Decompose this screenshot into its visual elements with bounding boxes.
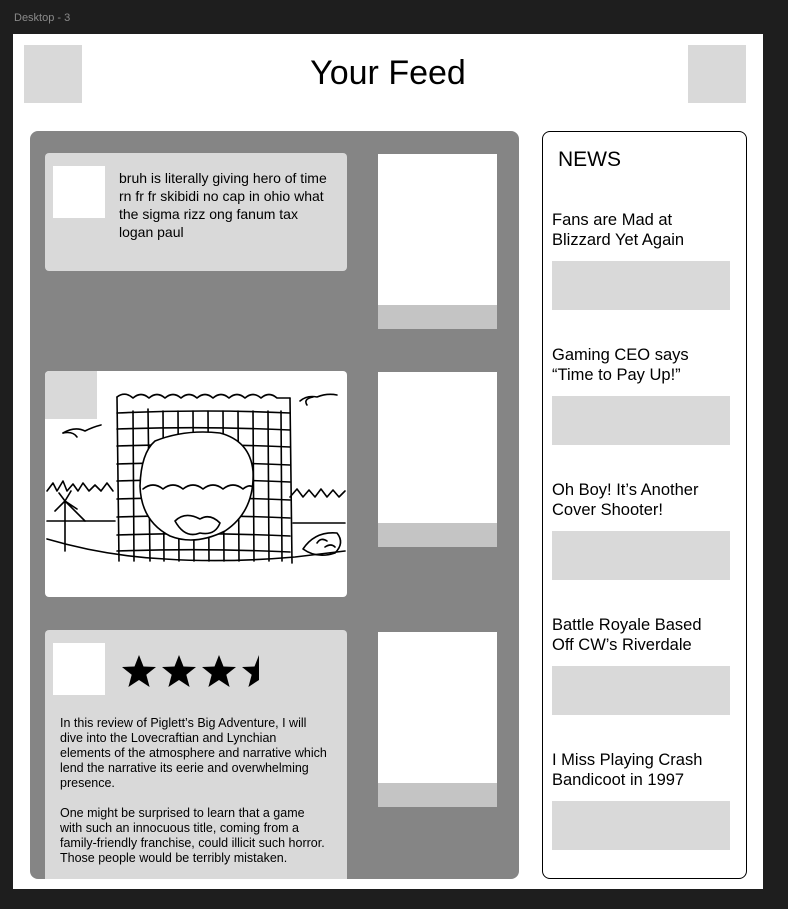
news-item[interactable] <box>552 210 732 310</box>
star-icon <box>162 655 196 687</box>
news-item[interactable] <box>552 750 732 850</box>
avatar[interactable] <box>53 166 105 218</box>
news-headline[interactable]: I Miss Playing Crash Bandicoot in 1997 <box>552 751 703 789</box>
news-thumbnail[interactable] <box>552 666 730 715</box>
news-headline[interactable]: Fans are Mad at Blizzard Yet Again <box>552 211 685 249</box>
star-rating <box>121 654 271 690</box>
avatar[interactable] <box>53 643 105 695</box>
news-thumbnail[interactable] <box>552 396 730 445</box>
news-headline[interactable]: Gaming CEO says “Time to Pay Up!” <box>552 346 689 384</box>
news-thumbnail[interactable] <box>552 531 730 580</box>
news-item[interactable] <box>552 615 732 715</box>
desktop-frame <box>13 34 763 889</box>
frame-label: Desktop - 3 <box>14 12 71 24</box>
post-side-panel[interactable] <box>378 154 497 329</box>
star-icon <box>202 655 236 687</box>
review-paragraph: In this review of Piglett’s Big Adventure, I will dive into the Lovecraftian and Lynchian elements of the atmosphere and narrative which lend the narrative its eerie and overwhelming presence. <box>60 716 327 790</box>
review-post-card[interactable] <box>45 630 347 879</box>
news-headline[interactable]: Battle Royale Based Off CW’s Riverdale <box>552 616 702 654</box>
post-side-panel[interactable] <box>378 632 497 807</box>
news-thumbnail[interactable] <box>552 261 730 310</box>
news-title: NEWS <box>558 148 621 171</box>
page-title: Your Feed <box>310 54 466 92</box>
news-item[interactable] <box>552 345 732 445</box>
side-panel-footer <box>378 305 497 329</box>
profile-button-placeholder[interactable] <box>688 45 746 103</box>
post-text: bruh is literally giving hero of time rn fr fr skibidi no cap in ohio what the sigma rizz ong fanum tax logan paul <box>119 170 327 240</box>
news-item[interactable] <box>552 480 732 580</box>
star-icon <box>242 655 271 687</box>
image-post-card[interactable] <box>45 371 347 597</box>
review-text <box>60 716 330 879</box>
news-headline[interactable]: Oh Boy! It’s Another Cover Shooter! <box>552 481 699 519</box>
news-panel <box>542 131 747 879</box>
star-icon <box>122 655 156 687</box>
side-panel-footer <box>378 783 497 807</box>
side-panel-footer <box>378 523 497 547</box>
feed-panel <box>30 131 519 879</box>
review-paragraph: One might be surprised to learn that a game with such an innocuous title, coming from a family-friendly franchise, could illicit such horror. Those people would be terribly mistaken. <box>60 806 325 865</box>
news-thumbnail[interactable] <box>552 801 730 850</box>
sketch-image <box>45 371 347 597</box>
post-side-panel[interactable] <box>378 372 497 547</box>
text-post-card[interactable] <box>45 153 347 271</box>
